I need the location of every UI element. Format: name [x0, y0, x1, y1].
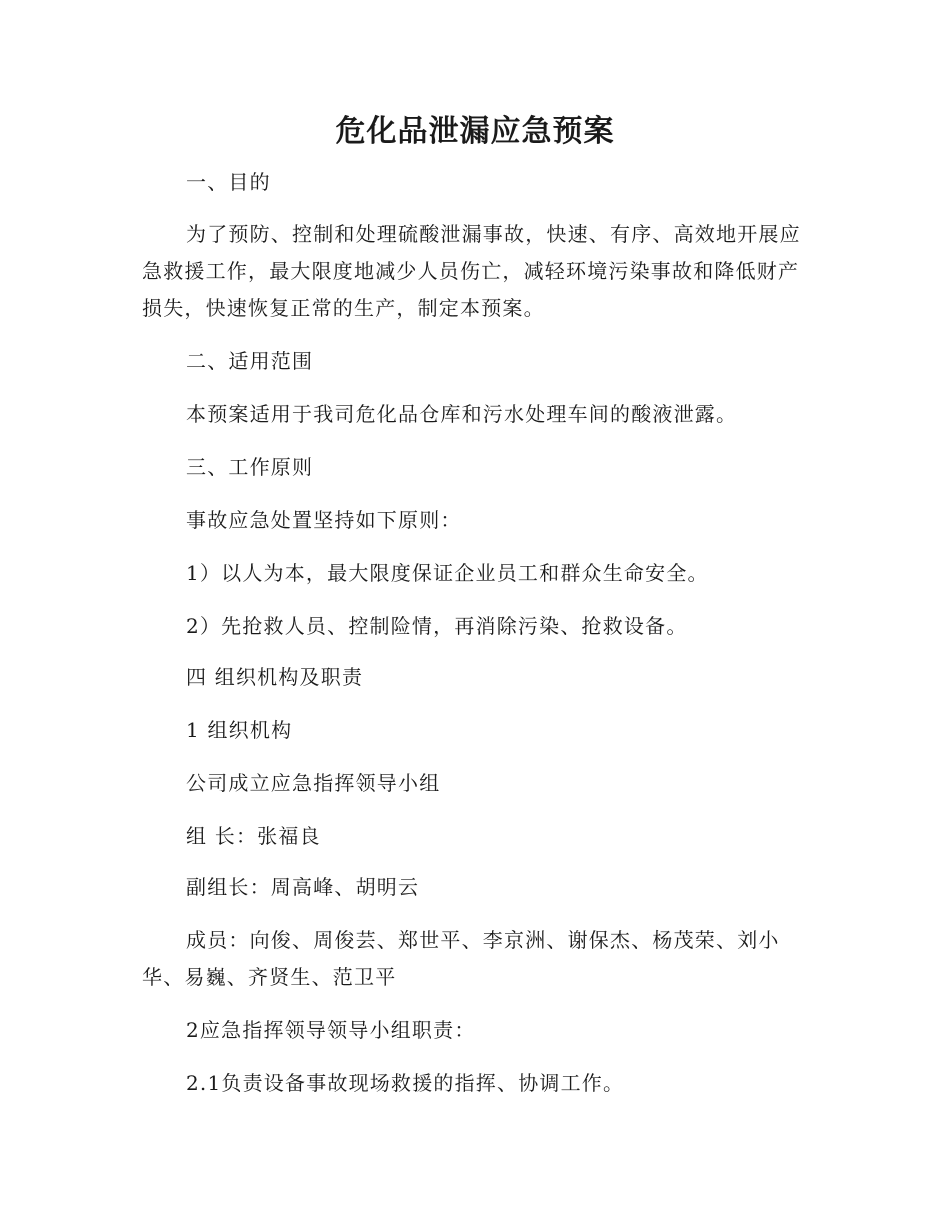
duty-item-2-1: 2.1负责设备事故现场救援的指挥、协调工作。 — [186, 1071, 625, 1095]
document-title: 危化品泄漏应急预案 — [335, 114, 615, 149]
purpose-paragraph: 为了预防、控制和处理硫酸泄漏事故，快速、有序、高效地开展应急救援工作，最大限度地减少人员伤亡，减轻环境污染事故和降低财产损失，快速恢复正常的生产，制定本预案。 — [142, 222, 801, 320]
section-heading-scope: 二、适用范围 — [186, 349, 314, 373]
principles-intro: 事故应急处置坚持如下原则： — [186, 508, 462, 532]
members-paragraph: 成员：向俊、周俊芸、郑世平、李京洲、谢保杰、杨茂荣、刘小华、易巍、齐贤生、范卫平 — [142, 928, 780, 989]
section-heading-organization: 四 组织机构及职责 — [186, 665, 364, 689]
subsection-heading-duties: 2应急指挥领导领导小组职责： — [186, 1018, 476, 1042]
scope-paragraph: 本预案适用于我司危化品仓库和污水处理车间的酸液泄露。 — [186, 402, 738, 426]
deputy-leader-line: 副组长：周高峰、胡明云 — [186, 875, 420, 899]
principle-item-2: 2）先抢救人员、控制险情，再消除污染、抢救设备。 — [186, 614, 688, 638]
subsection-heading-structure: 1 组织机构 — [186, 718, 293, 742]
section-heading-purpose: 一、目的 — [186, 170, 271, 194]
leadership-group-paragraph: 公司成立应急指挥领导小组 — [186, 771, 441, 795]
group-leader-line: 组 长：张福良 — [186, 824, 321, 848]
section-heading-principles: 三、工作原则 — [186, 455, 314, 479]
principle-item-1: 1）以人为本，最大限度保证企业员工和群众生命安全。 — [186, 561, 709, 585]
